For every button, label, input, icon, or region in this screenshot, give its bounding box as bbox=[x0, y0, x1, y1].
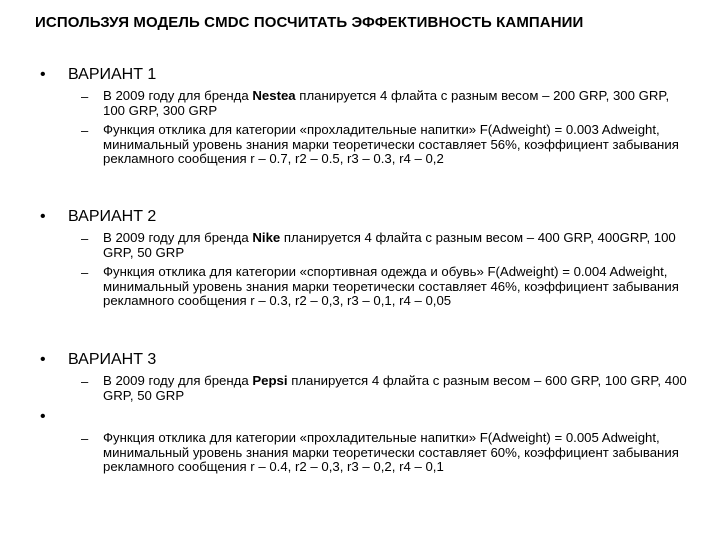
variant-2-brand: Nike bbox=[252, 230, 281, 245]
dash-icon: – bbox=[81, 89, 89, 104]
bullet-icon: • bbox=[40, 66, 46, 83]
variant-3-plan-post: планируется 4 флайта с разным весом – 600 GRP, 100 GRP, 400 GRP, 50 GRP bbox=[103, 373, 687, 403]
variant-2-plan-post: планируется 4 флайта с разным весом – 400 GRP, 400GRP, 100 GRP, 50 GRP bbox=[103, 230, 676, 260]
variant-2-heading: ВАРИАНТ 2 bbox=[68, 208, 157, 225]
bullet-icon: • bbox=[40, 408, 46, 425]
bullet-icon: • bbox=[40, 351, 46, 368]
variant-3-response: Функция отклика для категории «прохладительные напитки» F(Adweight) = 0.005 Adweight, минимальный уровень знания марки теоретически составляет 60%, коэффициент забывания рекламного сообщения r – 0.4, r2 – 0,3, r3 – 0,2, r4 – 0,1 bbox=[103, 430, 679, 474]
dash-icon: – bbox=[81, 265, 89, 280]
variant-2-response: Функция отклика для категории «спортивная одежда и обувь» F(Adweight) = 0.004 Adweight, минимальный уровень знания марки теоретически составляет 46%, коэффициент забывания рекламного сообщения r – 0.3, r2 – 0,3, r3 – 0,1, r4 – 0,05 bbox=[103, 264, 679, 308]
variant-1-heading: ВАРИАНТ 1 bbox=[68, 66, 157, 83]
slide-title: ИСПОЛЬЗУЯ МОДЕЛЬ CMDC ПОСЧИТАТЬ ЭФФЕКТИВНОСТЬ КАМПАНИИ bbox=[35, 14, 584, 31]
dash-icon: – bbox=[81, 431, 89, 446]
bullet-icon: • bbox=[40, 208, 46, 225]
variant-1-response: Функция отклика для категории «прохладительные напитки» F(Adweight) = 0.003 Adweight, минимальный уровень знания марки теоретически составляет 56%, коэффициент забывания рекламного сообщения r – 0.7, r2 – 0.5, r3 – 0.3, r4 – 0,2 bbox=[103, 122, 679, 166]
variant-1-plan-post: планируется 4 флайта с разным весом – 200 GRP, 300 GRP, 100 GRP, 300 GRP bbox=[103, 88, 670, 118]
variant-3-brand: Pepsi bbox=[252, 373, 288, 388]
dash-icon: – bbox=[81, 123, 89, 138]
variant-1-plan-pre: В 2009 году для бренда bbox=[103, 88, 253, 103]
variant-1-plan bbox=[103, 89, 693, 118]
variant-3-plan bbox=[103, 374, 693, 403]
variant-3-plan-pre: В 2009 году для бренда bbox=[103, 373, 253, 388]
variant-2-plan-pre: В 2009 году для бренда bbox=[103, 230, 253, 245]
dash-icon: – bbox=[81, 231, 89, 246]
variant-2-plan bbox=[103, 231, 693, 260]
variant-1-brand: Nestea bbox=[252, 88, 296, 103]
variant-3-heading: ВАРИАНТ 3 bbox=[68, 351, 157, 368]
dash-icon: – bbox=[81, 374, 89, 389]
